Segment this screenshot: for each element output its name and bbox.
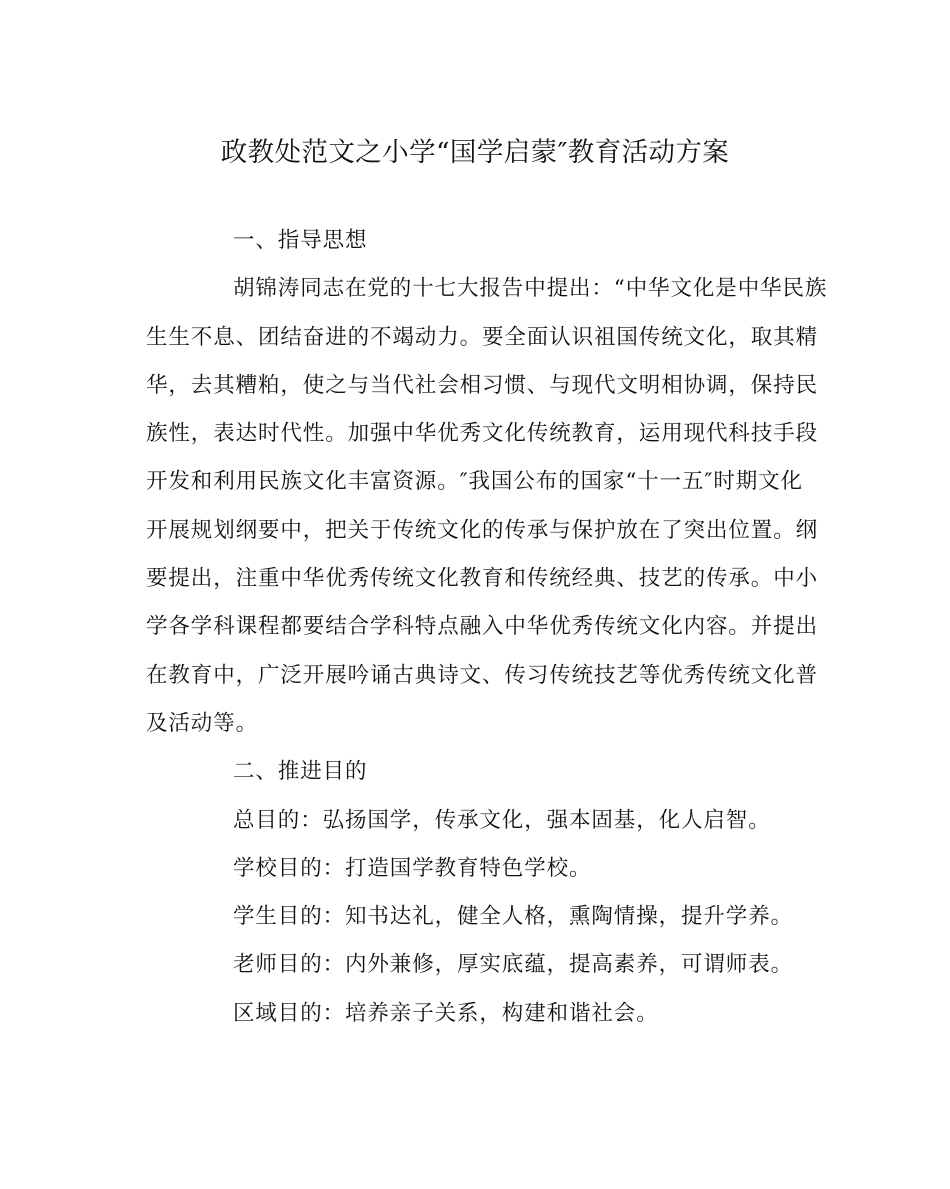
paragraph-line: 华，去其糟粕，使之与当代社会相习惯、与现代文明相协调，保持民 <box>146 372 819 398</box>
goal-overall: 总目的：弘扬国学，传承文化，强本固基，化人启智。 <box>233 807 771 833</box>
goal-student: 学生目的：知书达礼，健全人格，熏陶情操，提升学养。 <box>233 904 794 930</box>
paragraph-line: 要提出，注重中华优秀传统文化教育和传统经典、技艺的传承。中小 <box>146 566 819 592</box>
guiding-ideology-paragraph <box>146 265 828 748</box>
paragraph-line: 开发和利用民族文化丰富资源。″我国公布的国家“十一五″时期文化 <box>146 469 803 495</box>
paragraph-line: 生生不息、团结奋进的不竭动力。要全面认识祖国传统文化，取其精 <box>146 324 819 350</box>
paragraph-line: 在教育中，广泛开展吟诵古典诗文、传习传统技艺等优秀传统文化普 <box>146 662 819 688</box>
goal-school: 学校目的：打造国学教育特色学校。 <box>233 855 592 881</box>
paragraph-line: 开展规划纲要中，把关于传统文化的传承与保护放在了突出位置。纲 <box>146 517 819 543</box>
document-title: 政教处范文之小学“国学启蒙″教育活动方案 <box>220 137 730 168</box>
paragraph-line: 学各学科课程都要结合学科特点融入中华优秀传统文化内容。并提出 <box>146 614 819 640</box>
goal-region: 区域目的：培养亲子关系，构建和谐社会。 <box>233 1000 659 1026</box>
paragraph-line: 胡锦涛同志在党的十七大报告中提出：“中华文化是中华民族 <box>233 276 828 302</box>
paragraph-line: 族性，表达时代性。加强中华优秀文化传统教育，运用现代科技手段 <box>146 421 819 447</box>
section-heading-promotion-goals: 二、推进目的 <box>233 759 368 785</box>
goal-teacher: 老师目的：内外兼修，厚实底蕴，提高素养，可谓师表。 <box>233 952 794 978</box>
paragraph-line: 及活动等。 <box>146 710 259 736</box>
goals-list <box>146 797 810 1038</box>
document-body <box>146 217 828 1038</box>
section-heading-guiding-ideology: 一、指导思想 <box>233 228 368 253</box>
